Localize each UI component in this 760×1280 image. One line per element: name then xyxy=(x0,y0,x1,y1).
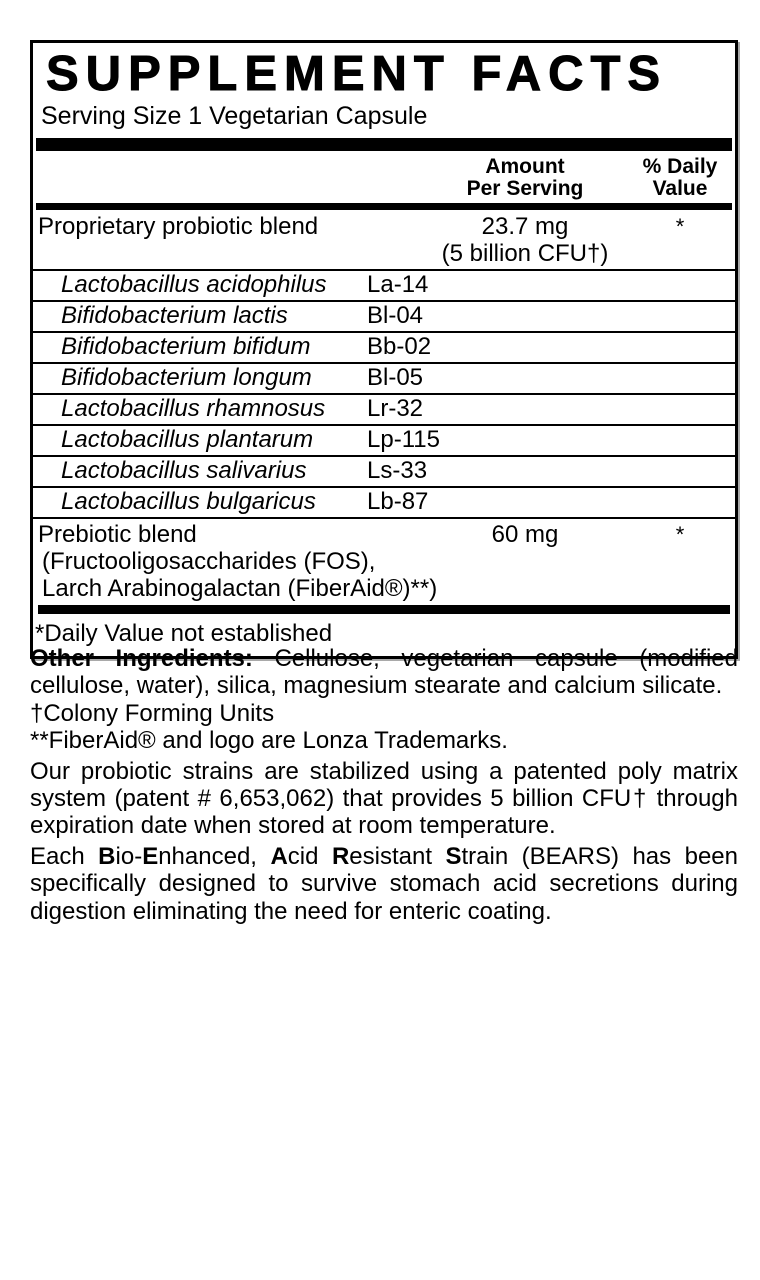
strain-name: Lactobacillus bulgaricus xyxy=(61,488,316,515)
strain-code: La-14 xyxy=(367,271,429,298)
cfu-note: †Colony Forming Units xyxy=(30,699,275,727)
probiotic-blend-row xyxy=(33,210,735,269)
supplement-facts-panel xyxy=(30,40,738,659)
probiotic-blend-amount: 23.7 mg xyxy=(481,212,569,240)
column-header-row xyxy=(33,151,735,203)
strain-row xyxy=(33,333,735,362)
prebiotic-detail-line: Larch Arabinogalactan (FiberAid®)**) xyxy=(42,574,438,602)
strain-name: Lactobacillus acidophilus xyxy=(61,271,327,298)
stability-note: Our probiotic strains are stabilized using a patented poly matrix system (patent # 6,653,062) that provides 5 billion CFU† through expiration date when stored at room temperature. xyxy=(30,757,738,840)
other-ingredients-label: Other Ingredients: xyxy=(30,645,253,672)
strain-name: Bifidobacterium longum xyxy=(61,364,312,391)
strain-row xyxy=(33,426,735,455)
probiotic-blend-label: Proprietary probiotic blend xyxy=(38,212,319,240)
prebiotic-blend-daily-value: * xyxy=(675,521,685,547)
strain-code: Lr-32 xyxy=(367,395,424,422)
strain-row xyxy=(33,488,735,517)
strain-row xyxy=(33,457,735,486)
amount-column-header: Amount Per Serving xyxy=(466,154,584,200)
strain-row xyxy=(33,302,735,331)
probiotic-blend-cfu-note: (5 billion CFU†) xyxy=(441,239,609,267)
panel-title: SUPPLEMENT FACTS xyxy=(46,47,668,101)
prebiotic-blend-amount: 60 mg xyxy=(491,520,559,548)
other-ingredients-paragraph xyxy=(30,645,738,700)
strain-name: Lactobacillus rhamnosus xyxy=(61,395,326,422)
serving-size: Serving Size 1 Vegetarian Capsule xyxy=(41,102,428,130)
prebiotic-blend-row xyxy=(33,519,735,605)
strain-name: Bifidobacterium bifidum xyxy=(61,333,311,360)
strain-code: Bl-04 xyxy=(367,302,424,329)
probiotic-blend-daily-value: * xyxy=(675,213,685,239)
divider-thick-bottom xyxy=(38,605,730,614)
column-header-spacer xyxy=(33,156,425,200)
daily-value-column-header: % Daily Value xyxy=(642,154,718,200)
divider-thick-top xyxy=(36,138,732,151)
strain-name: Lactobacillus plantarum xyxy=(61,426,314,453)
other-ingredients-text: Cellulose, vegetarian capsule (modified cellulose, water), silica, magnesium stearate and calcium silicate. xyxy=(30,645,738,700)
strain-row xyxy=(33,395,735,424)
strain-code: Ls-33 xyxy=(367,457,428,484)
divider-under-headers xyxy=(36,203,732,210)
trademark-note: **FiberAid® and logo are Lonza Trademarks. xyxy=(30,727,508,755)
strain-code: Lb-87 xyxy=(367,488,429,515)
strain-name: Lactobacillus salivarius xyxy=(61,457,307,484)
strain-code: Lp-115 xyxy=(367,426,440,453)
bears-paragraph: Each Bio-Enhanced, Acid Resistant Strain (BEARS) has been specifically designed to survive stomach acid secretions during digestion eliminating the need for enteric coating. xyxy=(30,842,739,925)
strain-code: Bb-02 xyxy=(367,333,432,360)
strain-code: Bl-05 xyxy=(367,364,424,391)
strain-name: Bifidobacterium lactis xyxy=(61,302,288,329)
strain-row xyxy=(33,364,735,393)
label-notes xyxy=(30,645,738,925)
prebiotic-blend-label: Prebiotic blend xyxy=(38,520,197,548)
daily-value-footnote: *Daily Value not established xyxy=(35,619,333,647)
strain-row xyxy=(33,271,735,300)
prebiotic-detail-line: (Fructooligosaccharides (FOS), xyxy=(42,547,376,575)
